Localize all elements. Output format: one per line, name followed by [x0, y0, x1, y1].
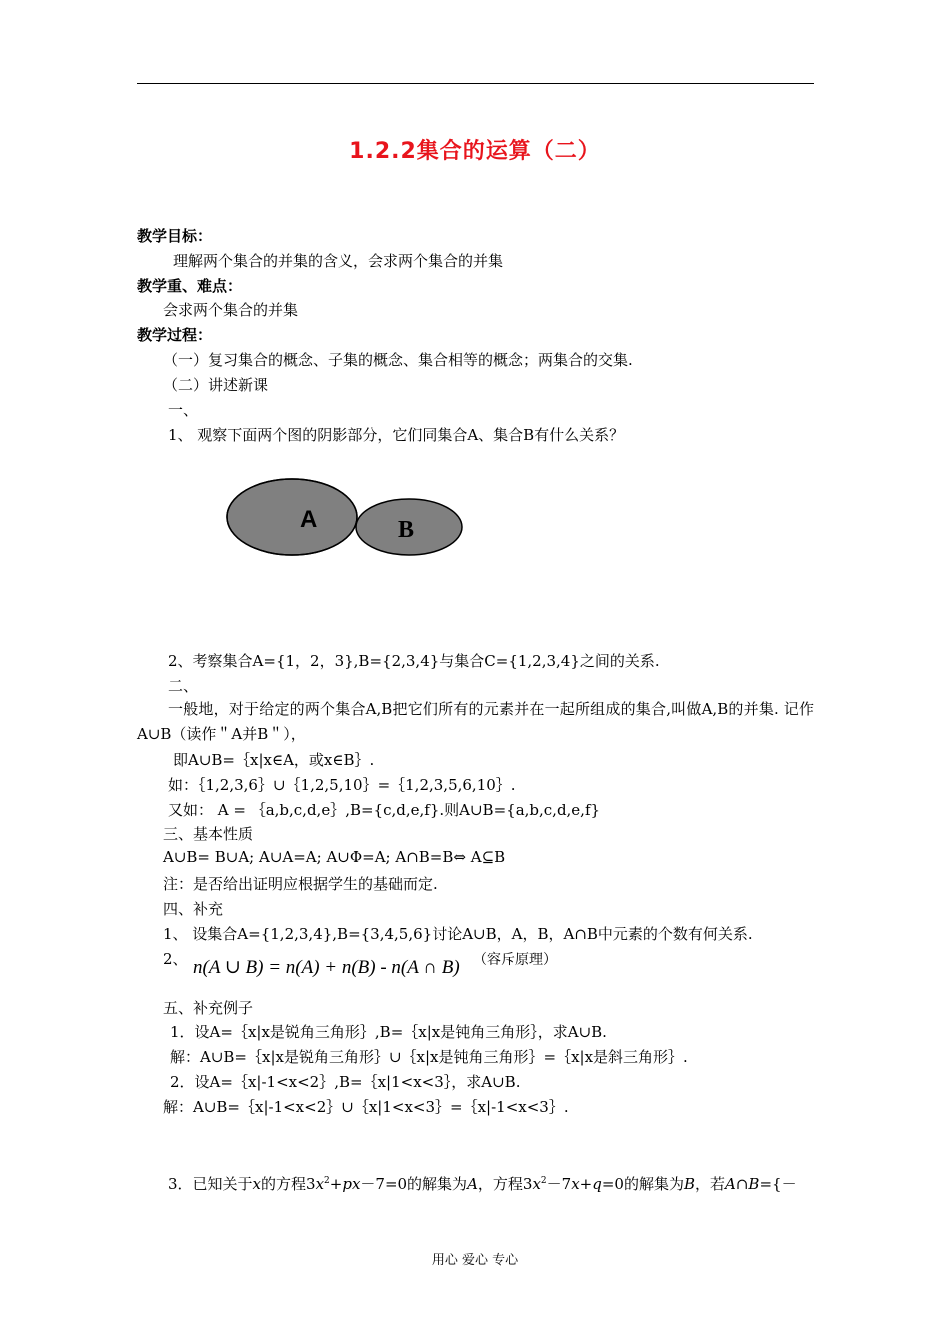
ex3-var-x4: x	[571, 1175, 580, 1193]
ex3-part-e: ，方程3	[477, 1175, 533, 1193]
set-a-label: A	[300, 506, 318, 533]
ex3-part-c: +	[329, 1175, 343, 1193]
ex3-var-x: x	[252, 1175, 262, 1193]
inclusion-exclusion-note: （容斥原理）	[473, 952, 557, 968]
header-rule	[137, 83, 814, 84]
ex3-var-x3: x	[532, 1175, 541, 1193]
example-set-one: 1．设A=｛x|x是锐角三角形｝,B=｛x|x是钝角三角形｝，求A∪B.	[170, 1023, 607, 1041]
basic-properties: A∪B= B∪A; A∪A=A; A∪Φ=A; A∩B=B⇔ A⊆B	[163, 848, 506, 866]
example-set-one-solution: 解：A∪B=｛x|x是锐角三角形｝∪｛x|x是钝角三角形｝=｛x|x是斜三角形｝.	[170, 1048, 688, 1066]
ex3-square-2: 2	[540, 1176, 547, 1186]
ex3-part-i: ，若	[695, 1175, 726, 1193]
supplement-two-label: 2、	[163, 950, 188, 968]
new-lesson-line: （二）讲述新课	[163, 376, 269, 394]
page-footer: 用心 爱心 专心	[431, 1253, 519, 1268]
part-two-label: 二、	[168, 677, 199, 695]
goal-text: 理解两个集合的并集的含义，会求两个集合的并集	[173, 252, 504, 270]
part-three-label: 三、基本性质	[163, 825, 254, 843]
part-five-label: 五、补充例子	[163, 999, 254, 1017]
ex3-var-q: q	[592, 1175, 602, 1193]
goal-heading: 教学目标：	[137, 227, 213, 245]
page-title: 1.2.2集合的运算（二）	[349, 139, 601, 164]
inclusion-exclusion-formula: n(A ∪ B) = n(A) + n(B) - n(A ∩ B)	[193, 957, 460, 978]
review-line: （一）复习集合的概念、子集的概念、集合相等的概念；两集合的交集.	[163, 351, 633, 369]
union-formula: 即A∪B=｛x|x∈A，或x∈B｝.	[173, 751, 375, 769]
example-set-two: 2．设A=｛x|-1<x<2｝,B=｛x|1<x<3｝，求A∪B.	[170, 1073, 521, 1091]
key-heading: 教学重、难点：	[137, 277, 243, 295]
example-three	[168, 1171, 797, 1194]
process-heading: 教学过程：	[137, 326, 213, 344]
ex3-var-px: px	[342, 1175, 361, 1193]
part-four-label: 四、补充	[163, 900, 224, 918]
ex3-part-f: －7	[546, 1175, 572, 1193]
ex3-var-b: B	[683, 1175, 696, 1193]
ex3-part-g: +	[579, 1175, 593, 1193]
key-text: 会求两个集合的并集	[163, 301, 299, 319]
example-one: 如：｛1,2,3,6｝∪｛1,2,5,10｝=｛1,2,3,5,6,10｝.	[168, 776, 516, 794]
part-one-label: 一、	[168, 401, 199, 419]
ex3-part-b: 的方程3	[261, 1175, 316, 1193]
supplement-one: 1、 设集合A={1,2,3,4},B={3,4,5,6}讨论A∪B，A，B，A∩B中元素的个数有何关系.	[163, 925, 753, 943]
ex3-part-a: 3．已知关于	[168, 1175, 253, 1193]
ex3-part-j: ={－	[759, 1175, 797, 1193]
set-b-label: B	[398, 517, 415, 543]
union-definition: 一般地，对于给定的两个集合A,B把它们所有的元素并在一起所组成的集合,叫做A,B的并集. 记作A∪B（读作＂A并B＂），	[137, 700, 814, 743]
ex3-var-x2: x	[315, 1175, 325, 1193]
example-set-two-solution: 解：A∪B=｛x|-1<x<2｝∪｛x|1<x<3｝=｛x|-1<x<3｝.	[163, 1098, 569, 1116]
example-two: 又如： A = ｛a,b,c,d,e｝,B={c,d,e,f}.则A∪B={a,b,c,d,e,f}	[168, 801, 601, 819]
ex3-square: 2	[324, 1176, 330, 1186]
question-one: 1、 观察下面两个图的阴影部分，它们同集合A、集合B有什么关系？	[168, 426, 625, 444]
venn-diagram	[222, 472, 472, 562]
ex3-part-d: －7=0的解集为	[360, 1175, 468, 1193]
ex3-part-h: =0的解集为	[601, 1175, 684, 1193]
ex3-var-ab: A∩B	[725, 1175, 760, 1193]
question-two: 2、考察集合A={1，2，3},B={2,3,4}与集合C={1,2,3,4}之间的关系.	[168, 652, 660, 670]
remark-line: 注：是否给出证明应根据学生的基础而定.	[163, 875, 438, 893]
ex3-var-a: A	[467, 1175, 478, 1193]
